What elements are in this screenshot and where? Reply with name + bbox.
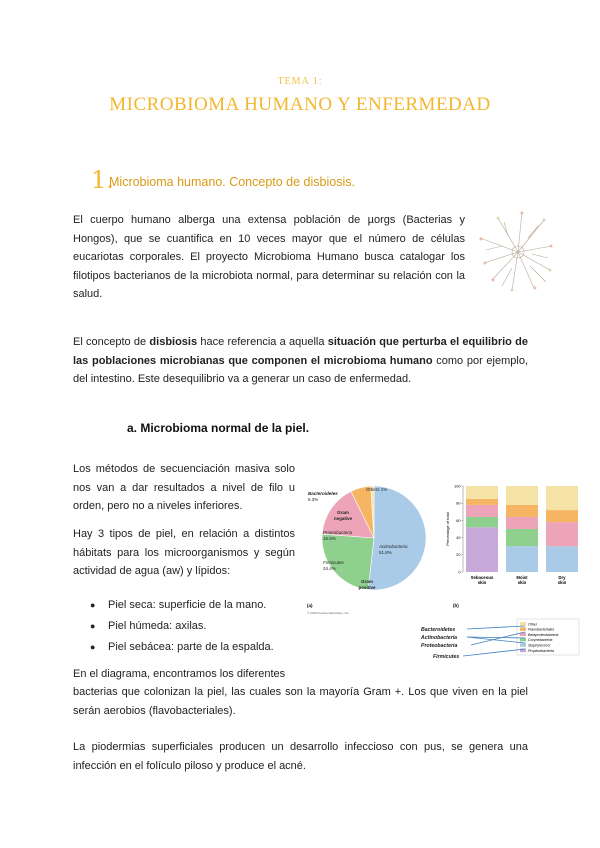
pyoderma-paragraph: La piodermias superficiales producen un desarrollo infeccioso con pus, se genera una infección en el folículo piloso y produce el acné.: [73, 741, 528, 772]
sequencing-paragraph: Los métodos de secuenciación masiva solo nos van a dar resultados a nivel de filo u orden, pero no a niveles inferiores.: [73, 463, 295, 512]
y-tick-label: 80: [456, 501, 461, 506]
phylum-bacteroidetes: Bacteroidetes: [421, 627, 456, 633]
list-item: ● Piel sebácea: parte de la espalda.: [73, 637, 274, 658]
bar-segment-betaproteobacteria: [546, 522, 578, 546]
legend-swatch: [520, 643, 526, 647]
bar-chart: [466, 486, 578, 572]
bar-segment-other: [506, 486, 538, 505]
bar-segment-corynebacteria: [466, 517, 498, 527]
category-label: Moist: [516, 575, 528, 580]
dysbiosis-paragraph: El concepto de disbiosis hace referencia a aquella situación que perturba el equilibrio de las poblaciones microbianas que componen el microbioma humano como por ejemplo, del intestino. Este desequilibrio va a generar un caso de enfermedad.: [73, 336, 528, 385]
section-heading: Microbioma humano. Concepto de disbiosis.: [109, 175, 355, 189]
page-title: MICROBIOMA HUMANO Y ENFERMEDAD: [109, 94, 491, 115]
panel-label-b: (b): [453, 603, 459, 608]
intro-paragraph: El cuerpo humano alberga una extensa población de µorgs (Bacterias y Hongos), que se cuantifica en 10 veces mayor que el número de células eucariotas corporales. El proyecto Microbioma Humano busca catalogar los filotipos bacterianos de la microbiota normal, para determinar su relación con la salud.: [73, 214, 465, 300]
phylogenetic-tree-image: [472, 208, 556, 298]
skin-types-list: [73, 595, 274, 658]
pie-chart: [322, 486, 426, 590]
label-bacteroidetes: Bacteroidetes: [308, 491, 338, 496]
y-tick-label: 100: [454, 484, 461, 489]
legend-label: Flavobacteriales: [528, 627, 555, 632]
label-proteobacteria: Proteobacteria: [323, 530, 353, 535]
bar-segment-other: [546, 486, 578, 510]
y-axis-label: Percentage of total: [445, 512, 450, 546]
diagram-paragraph-start: En el diagrama, encontramos los diferentes: [73, 668, 286, 680]
legend-label: Staphylococci: [528, 643, 551, 648]
bar-segment-propionibacteria: [466, 527, 498, 572]
legend: [517, 619, 579, 655]
label-actinobacteria-pct: 51.8%: [379, 550, 392, 555]
label-bacteroidetes-pct: 6.3%: [308, 497, 319, 502]
category-label: skin: [557, 580, 567, 585]
label-others: Others 1%: [366, 487, 388, 492]
bar-segment-staphylococci: [546, 546, 578, 572]
category-label: skin: [477, 580, 487, 585]
list-item: ● Piel seca: superficie de la mano.: [73, 595, 274, 616]
phylum-actinobacteria: Actinobacteria: [421, 635, 458, 641]
bar-segment-flavobacteriales: [546, 510, 578, 522]
y-tick-label: 0: [458, 570, 461, 575]
bar-segment-flavobacteriales: [506, 505, 538, 517]
category-label: skin: [517, 580, 527, 585]
category-label: Sebaceous: [470, 575, 494, 580]
label-proteobacteria-pct: 16.5%: [323, 536, 336, 541]
label-gram-positive-1: Gram: [361, 579, 373, 584]
y-tick-label: 60: [456, 518, 461, 523]
label-gram-negative-1: Gram: [337, 510, 349, 515]
bar-segment-corynebacteria: [506, 529, 538, 546]
legend-label: Betaproteobacteria: [528, 632, 559, 637]
y-tick-label: 20: [456, 553, 461, 558]
legend-swatch: [520, 622, 526, 626]
phylum-firmicutes: Firmicutes: [433, 654, 460, 660]
section-number: 1.: [91, 166, 114, 194]
category-label: Dry: [558, 575, 566, 580]
subsection-heading: a. Microbioma normal de la piel.: [127, 421, 310, 435]
label-firmicutes-pct: 24.4%: [323, 566, 336, 571]
topic-label: TEMA 1:: [277, 76, 323, 87]
phylum-proteobacteria: Proteobacteria: [421, 643, 458, 649]
y-tick-label: 40: [456, 536, 461, 540]
bar-segment-staphylococci: [506, 546, 538, 572]
legend-swatch: [520, 627, 526, 631]
diagram-paragraph-end: bacterias que colonizan la piel, las cuales son la mayoría Gram +. Los que viven en la piel serán aerobios (flavobacteriales).: [73, 686, 528, 717]
panel-label-a: (a): [307, 603, 313, 608]
copyright-text: © 2016 Pearson Education, Inc.: [307, 611, 350, 615]
bar-segment-other: [466, 486, 498, 499]
list-item: ● Piel húmeda: axilas.: [73, 616, 274, 637]
bar-segment-betaproteobacteria: [466, 505, 498, 517]
legend-label: Corynebacteria: [528, 638, 553, 643]
bar-segment-betaproteobacteria: [506, 517, 538, 529]
legend-label: Propionibacteria: [528, 648, 554, 653]
label-actinobacteria: Actinobacteria: [379, 544, 408, 549]
skin-types-paragraph: Hay 3 tipos de piel, en relación a distintos hábitats para los microorganismos y según actividad de agua (aw) y lípidos:: [73, 528, 295, 577]
skin-microbiome-figure: [303, 478, 585, 666]
label-firmicutes: Firmicutes: [323, 560, 344, 565]
legend-label: Other: [528, 622, 537, 627]
label-gram-negative-2: negative: [333, 516, 353, 521]
label-gram-positive-2: positive: [358, 585, 376, 590]
legend-swatch: [520, 638, 526, 642]
bar-segment-flavobacteriales: [466, 499, 498, 505]
